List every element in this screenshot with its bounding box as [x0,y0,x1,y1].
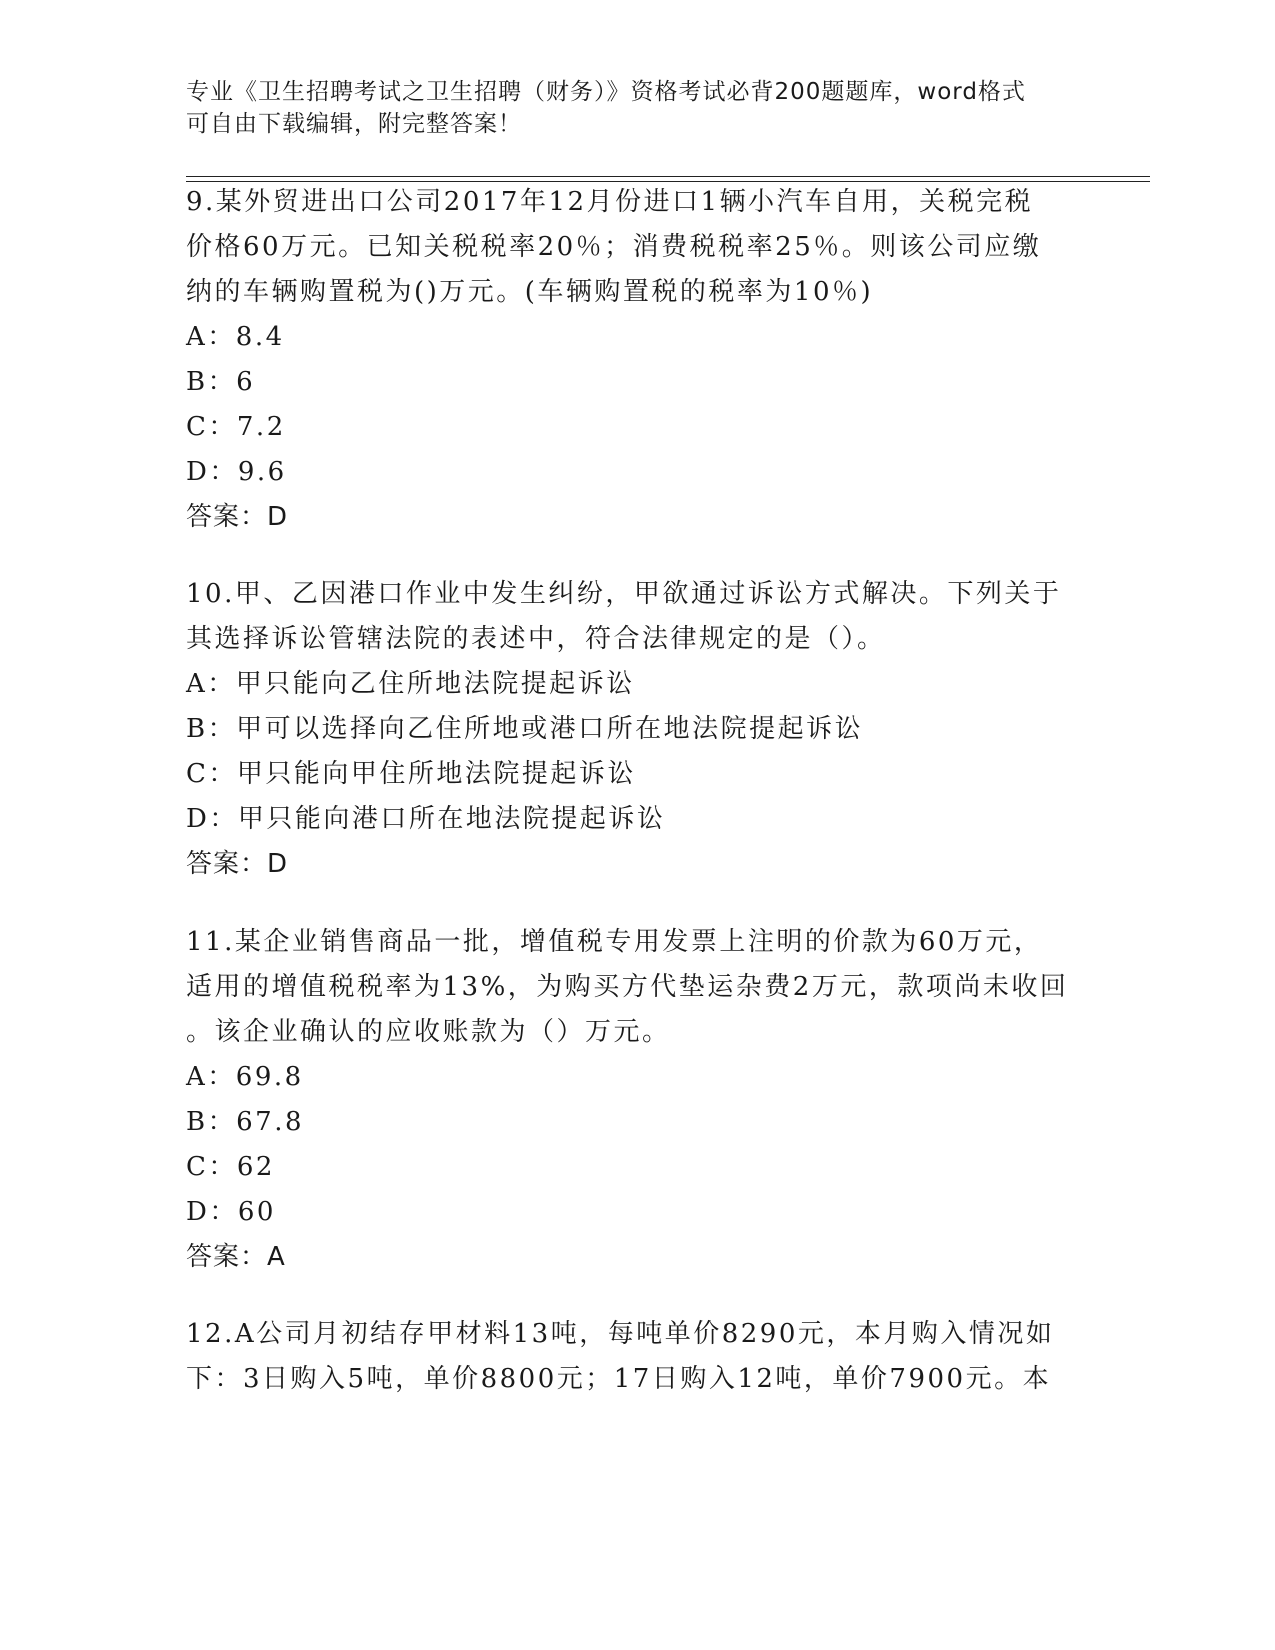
option-d: D：9.6 [186,457,287,487]
question-text-line: 适用的增值税税率为13%，为购买方代垫运杂费2万元，款项尚未收回 [186,972,1069,1002]
header-line-2: 可自由下载编辑，附完整答案！ [186,111,522,137]
question-11 [186,920,1086,1280]
question-text-line: 。该企业确认的应收账款为（）万元。 [186,1017,671,1047]
question-12 [186,1312,1086,1402]
option-b: B：67.8 [186,1107,304,1137]
question-10 [186,572,1086,887]
question-text-line: 价格60万元。已知关税税率20％；消费税税率25％。则该公司应缴 [186,232,1042,262]
question-text-line: 11.某企业销售商品一批，增值税专用发票上注明的价款为60万元， [186,927,1043,957]
option-d: D：60 [186,1197,276,1227]
question-text-line: 10.甲、乙因港口作业中发生纠纷，甲欲通过诉讼方式解决。下列关于 [186,579,1062,609]
option-c: C：7.2 [186,412,286,442]
header-line-1: 专业《卫生招聘考试之卫生招聘（财务）》资格考试必背200题题库，word格式 [186,79,1026,105]
option-b: B：6 [186,367,256,397]
option-a: A：8.4 [186,322,285,352]
option-a: A：69.8 [186,1062,304,1092]
option-d: D：甲只能向港口所在地法院提起诉讼 [186,804,666,834]
question-text-line: 纳的车辆购置税为()万元。(车辆购置税的税率为10％) [186,277,874,307]
option-a: A：甲只能向乙住所地法院提起诉讼 [186,669,635,699]
question-9 [186,180,1086,540]
question-text-line: 其选择诉讼管辖法院的表述中，符合法律规定的是（）。 [186,624,886,654]
option-b: B：甲可以选择向乙住所地或港口所在地法院提起诉讼 [186,714,864,744]
answer-key: 答案：D [186,502,289,532]
answer-key: 答案：D [186,849,289,879]
option-c: C：甲只能向甲住所地法院提起诉讼 [186,759,636,789]
question-text-line: 下：3日购入5吨，单价8800元；17日购入12吨，单价7900元。本 [186,1364,1052,1394]
option-c: C：62 [186,1152,275,1182]
question-text-line: 9.某外贸进出口公司2017年12月份进口1辆小汽车自用，关税完税 [186,187,1034,217]
header-divider-top [186,176,1150,177]
answer-key: 答案：A [186,1242,286,1272]
document-header [186,76,1066,140]
question-text-line: 12.A公司月初结存甲材料13吨，每吨单价8290元，本月购入情况如 [186,1319,1055,1349]
